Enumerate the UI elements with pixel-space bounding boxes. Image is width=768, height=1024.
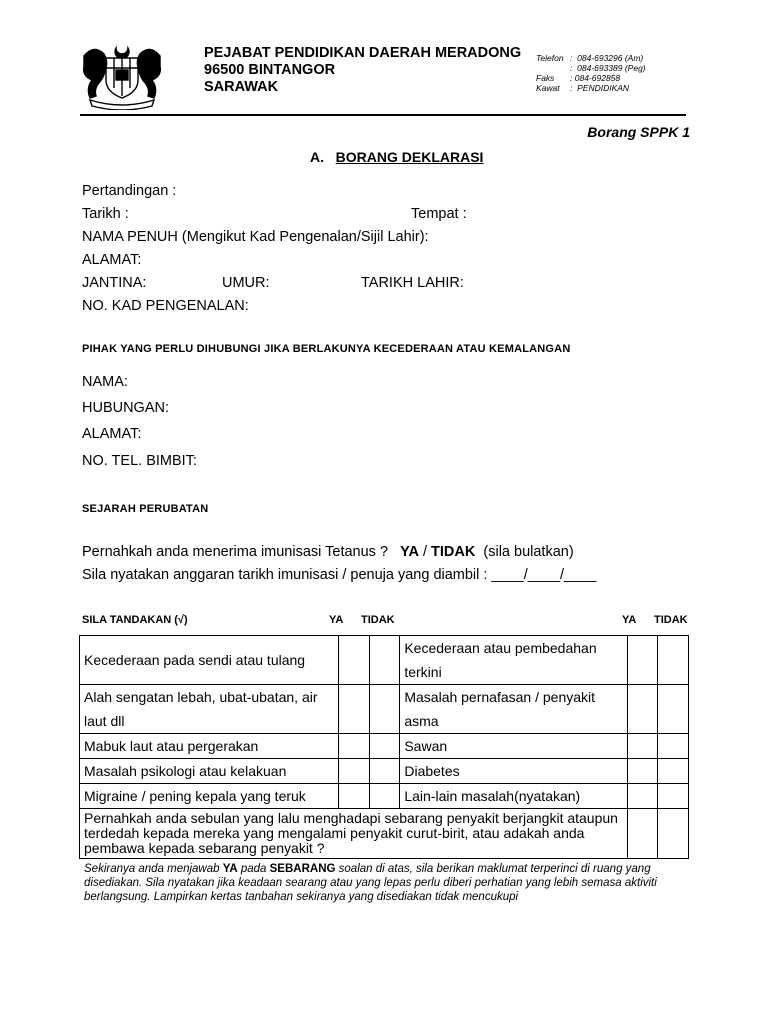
col-ya-left: YA (329, 614, 344, 626)
condition-left: Masalah psikologi atau kelakuan (80, 759, 339, 784)
contact-telefon-2: : 084-693389 (Peg) (570, 63, 646, 73)
condition-right: Sawan (400, 734, 627, 759)
table-row (80, 809, 689, 859)
title-text: BORANG DEKLARASI (335, 149, 484, 165)
condition-right: Diabetes (400, 759, 627, 784)
tetanus-question: Pernahkah anda menerima imunisasi Tetanus ? YA / TIDAK (sila bulatkan) (82, 544, 574, 560)
field-emergency-nama[interactable]: NAMA: (82, 374, 128, 390)
contact-telefon: Telefon : 084-693296 (Am) (536, 53, 644, 63)
checkbox-ya[interactable] (627, 784, 658, 809)
field-nama-penuh[interactable]: NAMA PENUH (Mengikut Kad Pengenalan/Sijil Lahir): (82, 229, 429, 245)
tetanus-hint: (sila bulatkan) (483, 544, 574, 560)
immunisation-date-field[interactable]: Sila nyatakan anggaran tarikh imunisasi / penuja yang diambil : ____/____/____ (82, 567, 597, 583)
checkbox-ya[interactable] (339, 759, 370, 784)
condition-left: Mabuk laut atau pergerakan (80, 734, 339, 759)
checkbox-ya[interactable] (627, 636, 658, 685)
checkbox-tidak[interactable] (369, 784, 400, 809)
condition-right: Kecederaan atau pembedahan terkini (400, 636, 627, 685)
instruction-note: Sekiranya anda menjawab YA pada SEBARANG soalan di atas, sila berikan maklumat terperinci di ruang yang disediakan. Sila nyatakan jika keadaan searang atau yang lepas perlu diberi perhatian yang lebih semasa aktiviti berlangsung. Lampirkan kertas tanbahan sekiranya yang disediakan tidak mencukupi (84, 863, 657, 903)
office-state: SARAWAK (204, 79, 279, 95)
condition-left: Alah sengatan lebah, ubat-ubatan, air laut dll (80, 685, 339, 734)
checkbox-tidak[interactable] (658, 784, 689, 809)
form-title (310, 149, 483, 165)
checkbox-ya[interactable] (339, 636, 370, 685)
col-tidak-right: TIDAK (654, 614, 688, 626)
field-jantina[interactable]: JANTINA: (82, 275, 147, 291)
header-divider (80, 114, 686, 116)
checkbox-ya[interactable] (627, 759, 658, 784)
field-pertandingan[interactable]: Pertandingan : (82, 183, 177, 199)
contact-faks: Faks : 084-692858 (536, 73, 621, 83)
col-tidak-left: TIDAK (361, 614, 395, 626)
checkbox-tidak[interactable] (369, 636, 400, 685)
field-tempat[interactable]: Tempat : (411, 206, 467, 222)
tetanus-question-text: Pernahkah anda menerima imunisasi Tetanus ? (82, 544, 389, 560)
condition-right: Masalah pernafasan / penyakit asma (400, 685, 627, 734)
table-row (80, 784, 689, 809)
checkbox-tidak[interactable] (658, 734, 689, 759)
checkbox-ya[interactable] (339, 685, 370, 734)
title-prefix: A. (310, 149, 324, 165)
condition-right: Lain-lain masalah(nyatakan) (400, 784, 627, 809)
checkbox-tidak[interactable] (369, 734, 400, 759)
checkbox-tidak[interactable] (369, 759, 400, 784)
table-row (80, 636, 689, 685)
emergency-heading: PIHAK YANG PERLU DIHUBUNGI JIKA BERLAKUNYA KECEDERAAN ATAU KEMALANGAN (82, 343, 571, 355)
form-code: Borang SPPK 1 (587, 124, 690, 140)
checkbox-ya[interactable] (339, 734, 370, 759)
checkbox-tidak[interactable] (658, 685, 689, 734)
col-ya-right: YA (622, 614, 637, 626)
checkbox-tidak[interactable] (658, 809, 689, 859)
condition-left: Kecederaan pada sendi atau tulang (80, 636, 339, 685)
field-alamat[interactable]: ALAMAT: (82, 252, 142, 268)
checkbox-tidak[interactable] (369, 685, 400, 734)
answer-ya[interactable]: YA (400, 544, 419, 560)
checkbox-tidak[interactable] (658, 759, 689, 784)
contact-info (536, 53, 646, 93)
checkbox-ya[interactable] (627, 685, 658, 734)
office-address (204, 45, 521, 96)
checkbox-ya[interactable] (627, 734, 658, 759)
table-row (80, 734, 689, 759)
office-name: PEJABAT PENDIDIKAN DAERAH MERADONG (204, 45, 522, 61)
infectious-disease-question: Pernahkah anda sebulan yang lalu menghadapi sebarang penyakit berjangkit ataupun terdedah kepada mereka yang mengalami penyakit curut-birit, atau adakah anda pembawa kepada sebarang penyakit ? (80, 809, 628, 859)
medical-heading: SEJARAH PERUBATAN (82, 503, 209, 515)
field-emergency-alamat[interactable]: ALAMAT: (82, 426, 142, 442)
field-tarikh[interactable]: Tarikh : (82, 206, 129, 222)
coat-of-arms-icon (76, 38, 168, 110)
table-row (80, 759, 689, 784)
field-tarikh-lahir[interactable]: TARIKH LAHIR: (361, 275, 464, 291)
field-emergency-tel[interactable]: NO. TEL. BIMBIT: (82, 453, 197, 469)
medical-checklist-table (79, 635, 689, 859)
checkbox-tidak[interactable] (658, 636, 689, 685)
field-umur[interactable]: UMUR: (222, 275, 270, 291)
table-instruction: SILA TANDAKAN (√) (82, 614, 188, 626)
answer-tidak[interactable]: TIDAK (431, 544, 476, 560)
table-row (80, 685, 689, 734)
checkbox-ya[interactable] (339, 784, 370, 809)
contact-kawat: Kawat : PENDIDIKAN (536, 83, 630, 93)
field-emergency-hubungan[interactable]: HUBUNGAN: (82, 400, 170, 416)
condition-left: Migraine / pening kepala yang teruk (80, 784, 339, 809)
checkbox-ya[interactable] (627, 809, 658, 859)
field-no-kp[interactable]: NO. KAD PENGENALAN: (82, 298, 249, 314)
office-postcode-town: 96500 BINTANGOR (204, 62, 336, 78)
